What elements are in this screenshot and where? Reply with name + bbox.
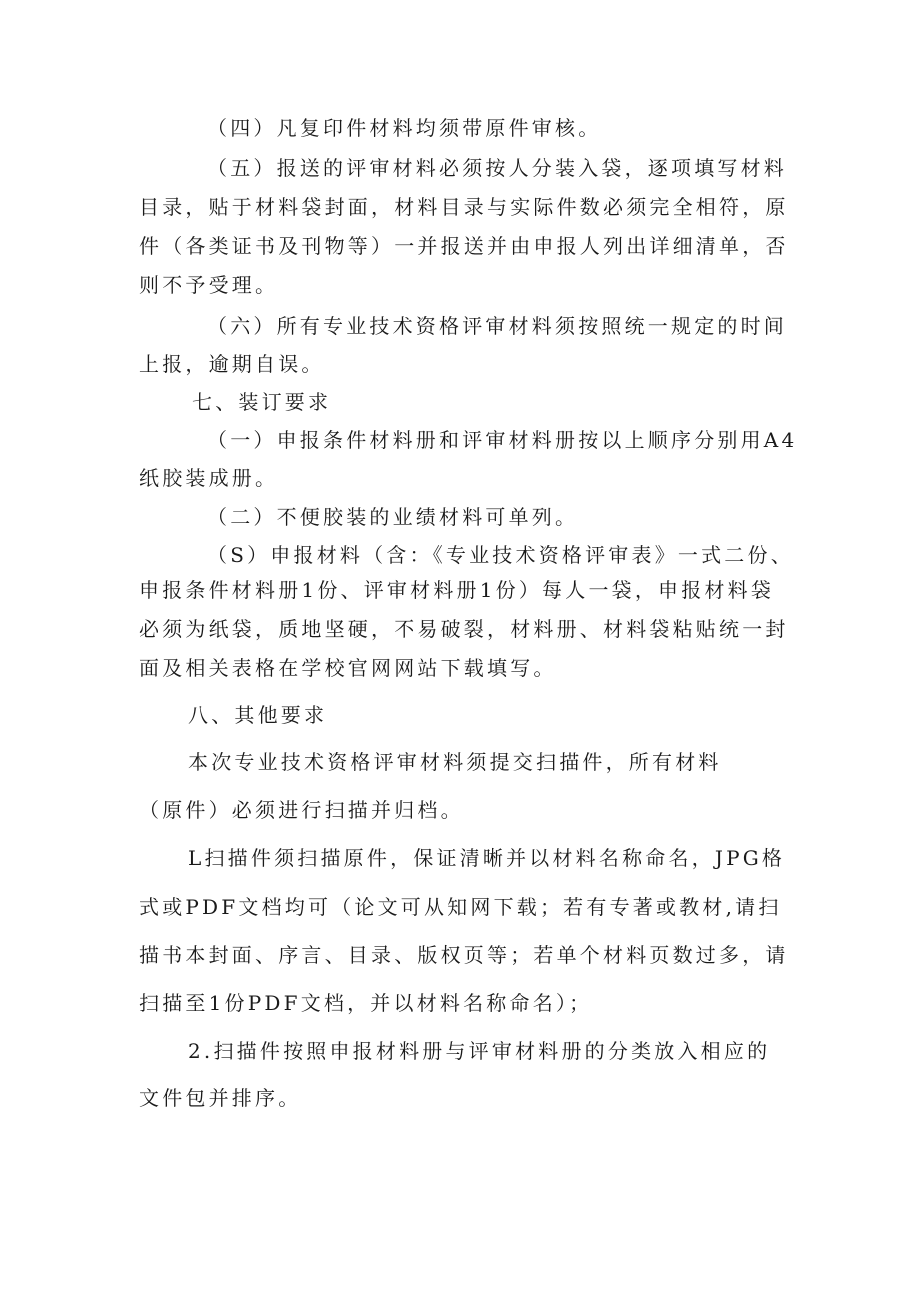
section-heading: 七、装订要求 [192, 390, 332, 414]
section-heading: 八、其他要求 [188, 703, 328, 727]
text-line: 申报条件材料册1份、评审材料册1份）每人一袋，申报材料袋 [139, 578, 775, 602]
text-line: 本次专业技术资格评审材料须提交扫描件，所有材料 [188, 750, 722, 774]
text-line: （五）报送的评审材料必须按人分装入袋，逐项填写材料 [207, 156, 787, 180]
text-line: （一）申报条件材料册和评审材料册按以上顺序分别用A4 [207, 428, 798, 452]
text-line: L扫描件须扫描原件，保证清晰并以材料名称命名，JPG格 [188, 846, 786, 870]
text-line: 则不予受理。 [139, 273, 279, 297]
text-line: 面及相关表格在学校官网网站下载填写。 [139, 656, 557, 680]
text-line: 2.扫描件按照申报材料册与评审材料册的分类放入相应的 [188, 1039, 771, 1063]
text-line: 式或PDF文档均可（论文可从知网下载；若有专著或教材,请扫 [139, 895, 782, 919]
text-line: （原件）必须进行扫描并归档。 [139, 798, 464, 822]
text-line: （S）申报材料（含：《专业技术资格评审表》一式二份、 [207, 543, 794, 567]
text-line: 件（各类证书及刊物等）一并报送并由申报人列出详细清单，否 [139, 234, 789, 258]
text-line: 必须为纸袋，质地坚硬，不易破裂，材料册、材料袋粘贴统一封 [139, 617, 789, 641]
text-line: （六）所有专业技术资格评审材料须按照统一规定的时间 [207, 314, 787, 338]
text-line: （二）不便胶装的业绩材料可单列。 [207, 505, 579, 529]
text-line: 文件包并排序。 [139, 1086, 302, 1110]
text-line: 纸胶装成册。 [139, 466, 279, 490]
text-line: 描书本封面、序言、目录、版权页等；若单个材料页数过多，请 [139, 943, 789, 967]
text-line: 目录，贴于材料袋封面，材料目录与实际件数必须完全相符，原 [139, 195, 789, 219]
text-line: 扫描至1份PDF文档，并以材料名称命名）； [139, 991, 593, 1015]
text-line: （四）凡复印件材料均须带原件审核。 [207, 116, 602, 140]
text-line: 上报，逾期自误。 [139, 352, 325, 376]
